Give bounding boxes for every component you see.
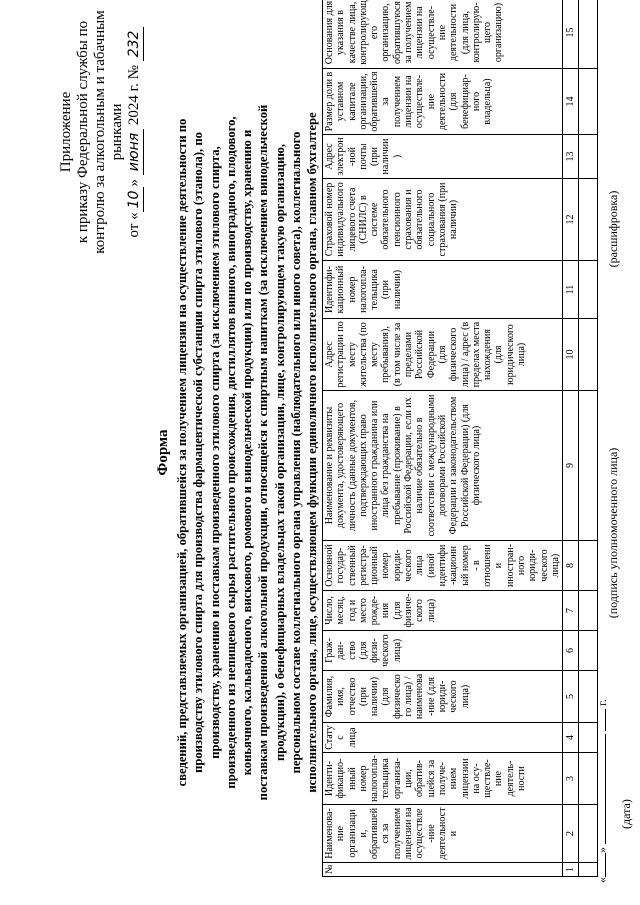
appendix-line-2: контролю за алкогольным и табачным xyxy=(92,10,108,254)
signature-line xyxy=(597,423,621,643)
date-open-quote: « xyxy=(595,877,609,883)
empty-cell xyxy=(579,69,598,135)
beneficiary-table xyxy=(322,0,598,877)
column-number: 10 xyxy=(563,319,579,391)
handwritten-day: 10 xyxy=(126,187,144,213)
date-prefix: от « xyxy=(126,212,142,238)
date-year: 2024 xyxy=(126,95,142,126)
header-cell: № xyxy=(323,863,563,877)
table-number-row xyxy=(563,0,579,877)
heading-line: производству этилового спирта для производства фармацевтической субстанции спирта этилового (этанола), по xyxy=(191,132,206,773)
decoding-caption: (расшифровка) xyxy=(606,190,620,268)
header-cell: Иденти-фикацио-нный номер налогопла-тельщика организа-ции, обратив-шейся за получе-нием лицензии на осу-ществле-ние деятель-ности xyxy=(323,753,563,805)
date-year-mark: г. xyxy=(595,699,609,706)
handwritten-month: июня xyxy=(126,129,144,175)
column-number: 11 xyxy=(563,261,579,319)
empty-cell xyxy=(579,319,598,391)
column-number: 12 xyxy=(563,179,579,261)
form-title: Форма xyxy=(155,429,171,476)
empty-cell xyxy=(579,591,598,631)
heading-line: произведенного из непищевого сырья растительного происхождения, дистиллятов винного, виноградного, плодового, xyxy=(223,116,238,789)
heading-line: производству, хранению и поставкам произведенного этилового спирта (за исключением этилового спирта, xyxy=(207,146,222,759)
header-cell: Граж-дан-ство (для физи-ческого лица) xyxy=(323,631,563,671)
column-number: 5 xyxy=(563,671,579,723)
heading-line: коньячного, кальвадосного, вискового, ромового и винодельческой продукции) или по производству, хранению и xyxy=(240,129,255,776)
heading-line: сведений, представляемых организацией, обратившейся за получением лицензии на осуществление деятельности по xyxy=(175,118,189,787)
header-cell: Наименование и реквизиты документа, удостоверяющего личность (данные документов, подтверждающих право иностранного гражданина или лица без гражданства на пребывание (проживание) в Российской Федерации, если их наличие обязательно в соответствии с международными договорами Российской Федерации и законодательством Российской Федерации) (для физического лица) xyxy=(323,391,563,541)
column-number: 9 xyxy=(563,391,579,541)
date-year-line xyxy=(605,709,606,731)
date-year-suffix: г. № xyxy=(126,65,142,92)
header-cell: Статус лица xyxy=(323,723,563,753)
heading-line: исполнительного органа, лице, осуществляющем функции единоличного исполнительного органа, главном бухгалтере xyxy=(305,112,320,793)
decoding-line xyxy=(597,119,621,339)
empty-cell xyxy=(579,0,598,69)
column-number: 2 xyxy=(563,805,579,863)
empty-cell xyxy=(579,261,598,319)
header-cell: Наименова-ние организации, обратившейся за получением лицензии на осуществле-ние деятельности xyxy=(323,805,563,863)
heading-line: персональном составе коллегиального органа управления (наблюдательного или иного совета), коллегиального xyxy=(289,131,304,774)
column-number: 4 xyxy=(563,723,579,753)
appendix-date-line xyxy=(126,7,144,257)
empty-cell xyxy=(579,135,598,179)
header-cell: Размер доли в уставном капитале организации, обратившейся за получением лицензии на осуществле-ние деятельности (для бенефициар-ного владельца) xyxy=(323,69,563,135)
header-cell: Страховой номер индивидуального лицевого счета (СНИЛС) в системе обязательного пенсионного страхования и обязательного социального страхования (при наличии) xyxy=(323,179,563,261)
date-mid: » xyxy=(126,179,142,187)
signature-caption: (подпись уполномоченного лица) xyxy=(606,447,620,619)
heading-line: поставкам произведенной алкогольной продукции, относящейся к спиртным напиткам (за исключением винодельческой xyxy=(256,104,271,801)
header-cell: Фамилия, имя, отчество (при наличии) (для физического лица) / наименова-ние (для юриди-ческого лица) xyxy=(323,671,563,723)
table-header-row xyxy=(323,0,563,877)
form-heading xyxy=(174,10,321,895)
empty-cell xyxy=(579,179,598,261)
empty-cell xyxy=(579,631,598,671)
column-number: 14 xyxy=(563,69,579,135)
appendix-line-1: к приказу Федеральной службы по xyxy=(75,20,91,244)
appendix-block xyxy=(58,7,144,257)
header-cell: Основной государ-ственный регистра-ционный номер юриди-ческого лица (иной идентифи-кационный номер - в отношении иностран-ного юриди-ческого лица) xyxy=(323,541,563,591)
handwritten-number: 232 xyxy=(126,27,144,62)
appendix-title: Приложение xyxy=(58,91,74,173)
header-cell: Идентифи-кационный номер налогопла-тельщика (при наличии) xyxy=(323,261,563,319)
column-number: 8 xyxy=(563,541,579,591)
header-cell: Адрес регистрации по месту жительства (по месту пребывания), (в том числе за пределами Российской Федерации (для физического лица) / адрес (в пределах места нахождения (для юридического лица) xyxy=(323,319,563,391)
date-day-line xyxy=(605,853,606,877)
signature-date xyxy=(595,699,633,883)
date-close-quote: » xyxy=(595,847,609,853)
column-number: 7 xyxy=(563,591,579,631)
empty-cell xyxy=(579,541,598,591)
column-number: 3 xyxy=(563,753,579,805)
heading-line: продукции), о бенефициарных владельцах такой организации, лице, контролирующем такую организацию, xyxy=(272,143,287,762)
appendix-line-3: рынками xyxy=(109,103,125,161)
header-cell: Основания для указания в качестве лица, контролирующего организацию, обратившуюся за получением лицензии на осуществле-ние деятельности (для лица, контролирую-щего организацию) xyxy=(323,0,563,69)
column-number: 1 xyxy=(563,863,579,877)
date-month-line xyxy=(605,734,606,844)
column-number: 13 xyxy=(563,135,579,179)
header-cell: Адрес электрон-ной почты (при наличии) xyxy=(323,135,563,179)
date-caption: (дата) xyxy=(619,799,633,829)
empty-cell xyxy=(579,391,598,541)
column-number: 6 xyxy=(563,631,579,671)
header-cell: Число, месяц, год и место рожде-ния (для физиче-ского лица) xyxy=(323,591,563,631)
column-number: 15 xyxy=(563,0,579,69)
